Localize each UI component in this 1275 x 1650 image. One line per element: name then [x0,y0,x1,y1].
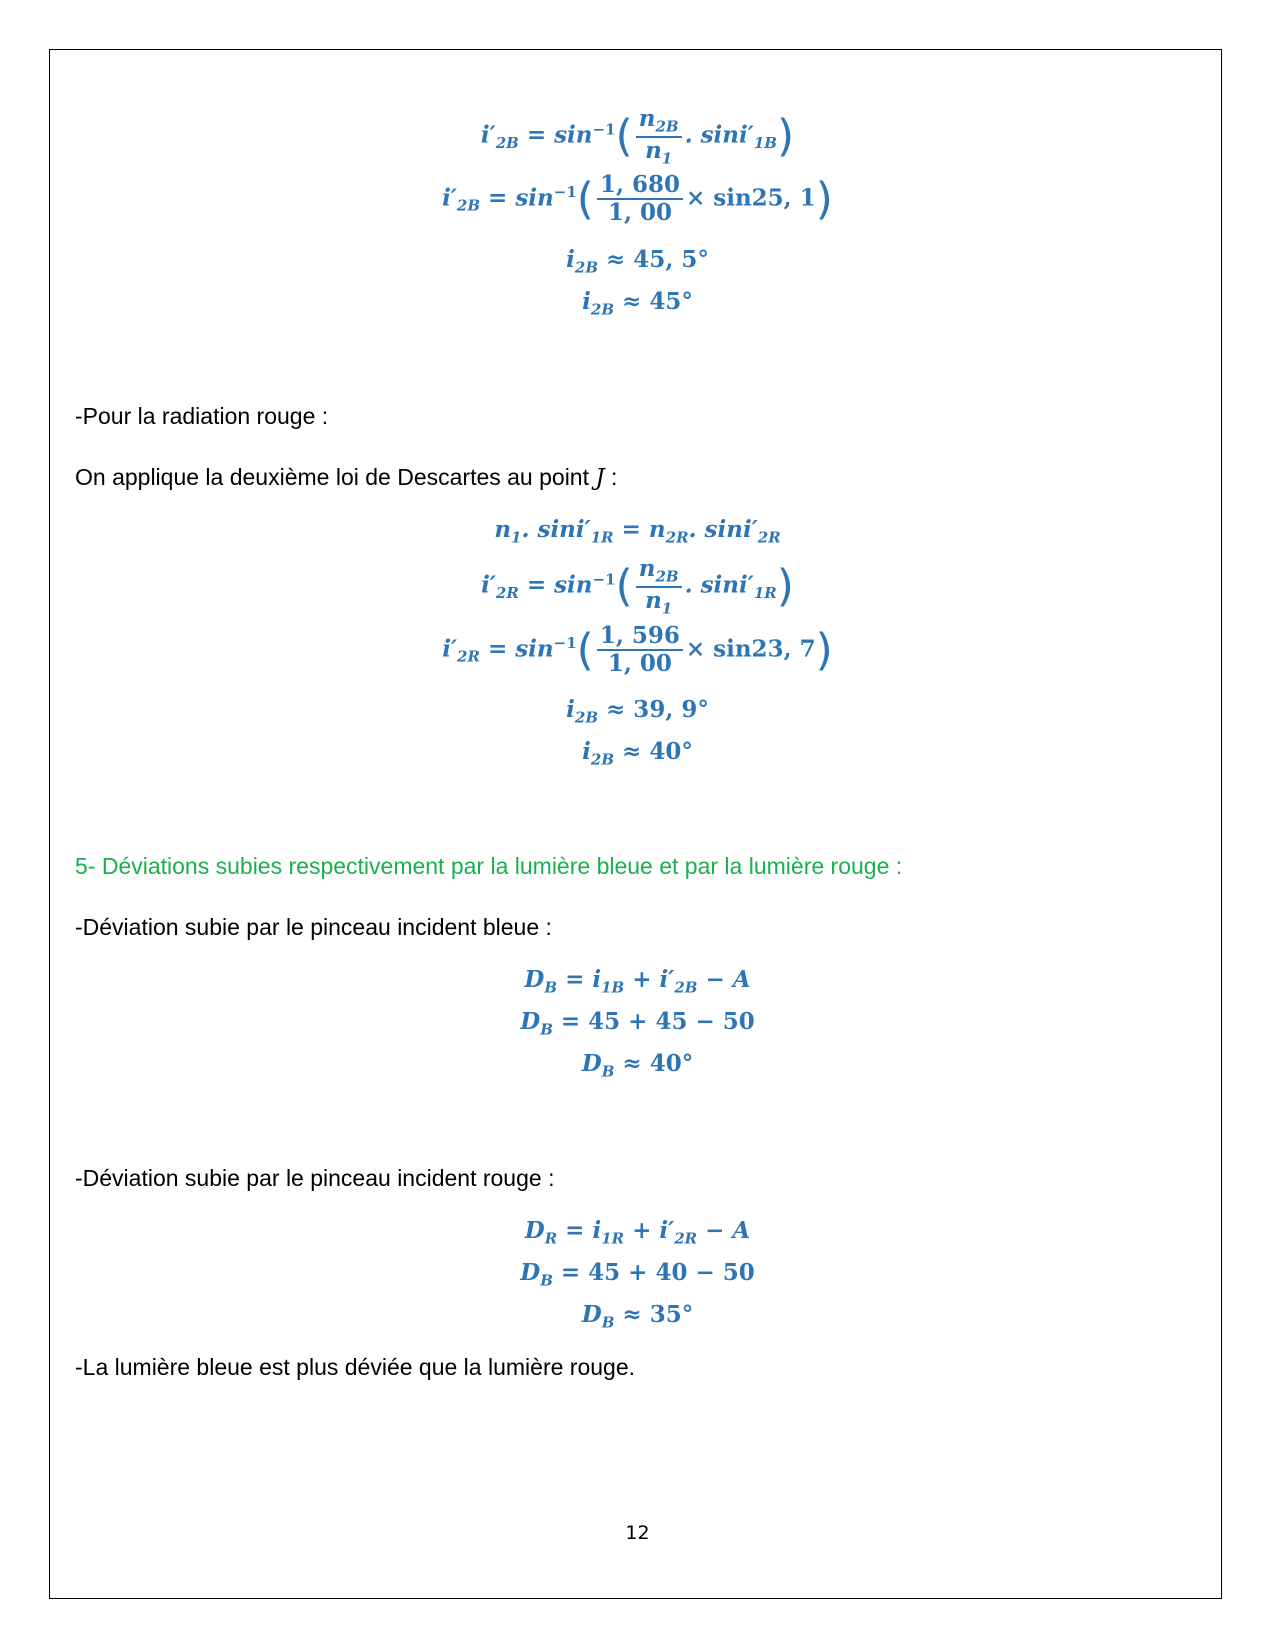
equation-snell-red: $n_1$. $\sin i'_{1R} = n_{2R}$. $\sin i'_{2R}$ [494,516,781,547]
equation-i2R-rounded: $i_{2B} \approx 40^\circ$ [582,738,693,769]
equation-DB-numeric: $D_B = 45 + 45 - 50$ [520,1008,755,1039]
equation-DR-numeric: $D_B = 45 + 40 - 50$ [520,1259,755,1290]
text-deviation-blue: -Déviation subie par le pinceau incident bleue : [75,914,552,940]
equation-i2B-result: $i_{2B} \approx 45$, 5° [566,246,709,277]
page-number: 12 [625,1522,650,1544]
text-descartes-law: On applique la deuxième loi de Descartes au point J : [75,464,618,491]
equation-i2R-numeric: $i'_{2R} = \sin^{-1}$( $\frac{1, 596}{1, 00}$ × sin23, 7) [442,622,833,678]
text-deviation-red: -Déviation subie par le pinceau incident rouge : [75,1165,555,1191]
equation-i2B-formula: $i'_{2B} = \sin^{-1}$( $\frac{n_{2B}}{n_1}$ . $\sin i'_{1B}$) [480,105,795,167]
section-heading-deviations: 5- Déviations subies respectivement par la lumière bleue et par la lumière rouge : [75,853,903,879]
equation-DR-formula: $D_R = i_{1R} + i'_{2R} - A$ [524,1217,751,1248]
equation-i2B-numeric: $i'_{2B} = \sin^{-1}$( $\frac{1, 680}{1, 00}$ × sin25, 1) [442,171,833,227]
equation-DB-formula: $D_B = i_{1B} + i'_{2B} - A$ [524,966,751,997]
equation-i2R-formula: $i'_{2R} = \sin^{-1}$( $\frac{n_{2B}}{n_1}$ . $\sin i'_{1R}$) [481,555,794,617]
equation-i2R-result: $i_{2B} \approx 39$, 9° [566,696,709,727]
text-red-radiation: -Pour la radiation rouge : [75,403,329,429]
equation-i2B-rounded: $i_{2B} \approx 45^\circ$ [582,288,693,319]
text-conclusion: -La lumière bleue est plus déviée que la lumière rouge. [75,1354,635,1380]
equation-DB-result: $D_B \approx 40^\circ$ [581,1050,694,1081]
equation-DR-result: $D_B \approx 35^\circ$ [581,1301,694,1332]
